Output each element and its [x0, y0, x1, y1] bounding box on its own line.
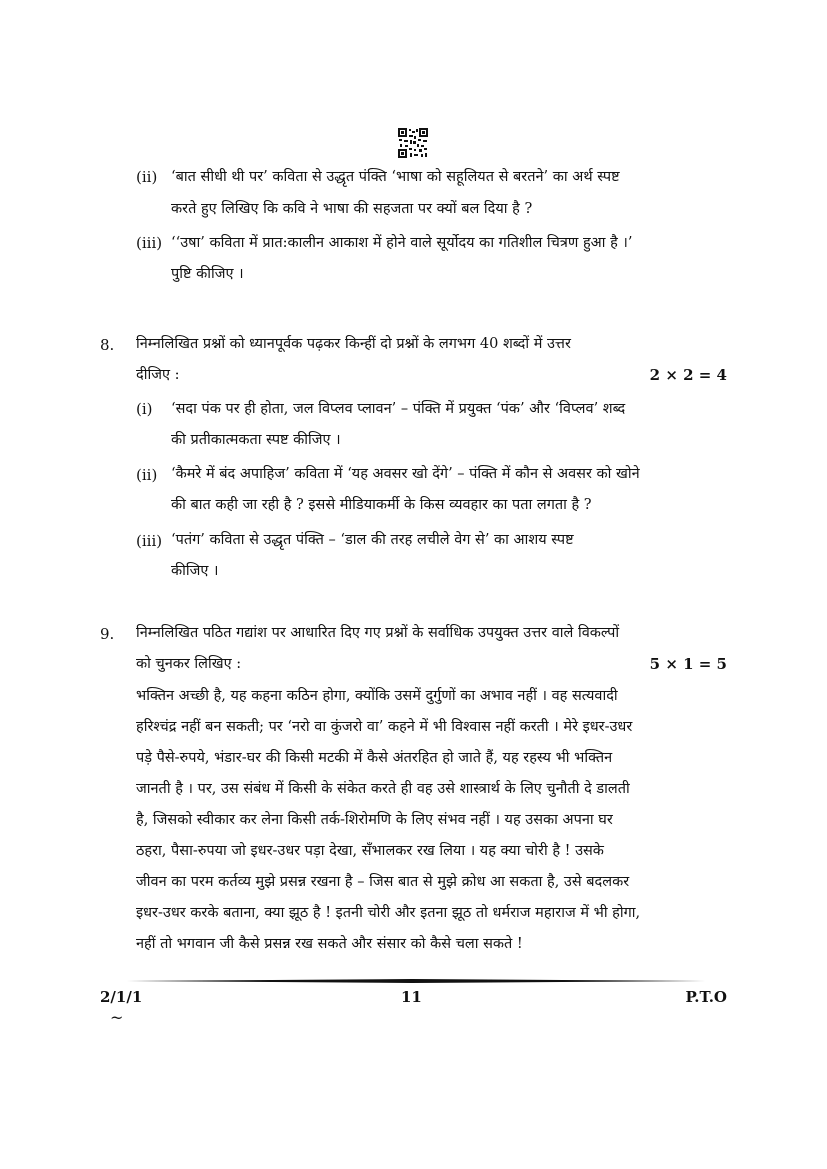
q7-iii-number: (iii) — [136, 234, 163, 252]
q7-iii-line-2: पुष्टि कीजिए । — [171, 266, 244, 282]
q9-passage-line: भक्तिन अच्छी है, यह कहना कठिन होगा, क्योंकि उसमें दुर्गुणों का अभाव नहीं । वह सत्यवादी — [136, 688, 618, 704]
q8-i-line-2: की प्रतीकात्मकता स्पष्ट कीजिए । — [171, 432, 341, 448]
q8-number: 8. — [100, 336, 115, 354]
q9-line-2: को चुनकर लिखिए : — [136, 656, 242, 672]
q8-ii-line-1: ‘कैमरे में बंद अपाहिज’ कविता में ‘यह अवसर खो देंगे’ – पंक्ति में कौन से अवसर को खोने — [171, 466, 640, 482]
q8-iii-line-1: ‘पतंग’ कविता से उद्धृत पंक्ति – ‘डाल की तरह लचीले वेग से’ का आशय स्पष्ट — [171, 532, 574, 548]
q9-passage-line: ठहरा, पैसा-रुपया जो इधर-उधर पड़ा देखा, सँभालकर रख लिया । यह क्या चोरी है ! उसके — [136, 843, 604, 859]
q8-iii-number: (iii) — [136, 532, 163, 550]
q9-passage-line: नहीं तो भगवान जी कैसे प्रसन्न रख सकते और संसार को कैसे चला सकते ! — [136, 936, 523, 952]
q9-passage-line: पड़े पैसे-रुपये, भंडार-घर की किसी मटकी में कैसे अंतरहित हो जाते हैं, यह रहस्य भी भक्तिन — [136, 750, 613, 766]
q8-i-number: (i) — [136, 400, 153, 418]
pto-label: P.T.O — [685, 988, 727, 1006]
q8-line-1: निम्नलिखित प्रश्नों को ध्यानपूर्वक पढ़कर किन्हीं दो प्रश्नों के लगभग 40 शब्दों में उत्तर — [136, 336, 571, 352]
q9-marks: 5 × 1 = 5 — [649, 655, 727, 673]
q7-ii-line-2: करते हुए लिखिए कि कवि ने भाषा की सहजता पर क्यों बल दिया है ? — [171, 201, 533, 217]
q7-ii-line-1: ‘बात सीधी थी पर’ कविता से उद्धृत पंक्ति ‘भाषा को सहूलियत से बरतने’ का अर्थ स्पष्ट — [171, 169, 620, 185]
q9-passage-line: जीवन का परम कर्तव्य मुझे प्रसन्न रखना है – जिस बात से मुझे क्रोध आ सकता है, उसे बदलकर — [136, 874, 630, 890]
q8-ii-number: (ii) — [136, 466, 158, 484]
page-number: 11 — [401, 988, 422, 1006]
q9-line-1: निम्नलिखित पठित गद्यांश पर आधारित दिए गए प्रश्नों के सर्वाधिक उपयुक्त उत्तर वाले विकल्पों — [136, 625, 620, 641]
q9-passage-line: हरिश्चंद्र नहीं बन सकती; पर ‘नरो वा कुंजरो वा’ कहने में भी विश्वास नहीं करती । मेरे इधर-उधर — [136, 719, 633, 735]
paper-code: 2/1/1 — [100, 988, 143, 1006]
q8-line-2: दीजिए : — [136, 367, 180, 383]
q9-number: 9. — [100, 625, 115, 643]
q9-passage-line: है, जिसको स्वीकार कर लेना किसी तर्क-शिरोमणि के लिए संभव नहीं । यह उसका अपना घर — [136, 812, 613, 828]
q9-passage-line: इधर-उधर करके बताना, क्या झूठ है ! इतनी चोरी और इतना झूठ तो धर्मराज महाराज में भी होगा, — [136, 905, 641, 921]
qr-code-icon — [397, 127, 429, 159]
q7-ii-number: (ii) — [136, 168, 158, 186]
footer-divider — [120, 979, 705, 983]
q9-passage-line: जानती है । पर, उस संबंध में किसी के संकेत करते ही वह उसे शास्त्रार्थ के लिए चुनौती दे डालती — [136, 781, 630, 797]
q8-marks: 2 × 2 = 4 — [649, 366, 727, 384]
q8-ii-line-2: की बात कही जा रही है ? इससे मीडियाकर्मी के किस व्यवहार का पता लगता है ? — [171, 497, 592, 513]
tilde-mark: ~ — [110, 1008, 124, 1027]
q8-i-line-1: ‘सदा पंक पर ही होता, जल विप्लव प्लावन’ – पंक्ति में प्रयुक्त ‘पंक’ और ‘विप्लव’ शब्द — [171, 401, 626, 417]
q8-iii-line-2: कीजिए । — [171, 563, 219, 579]
q7-iii-line-1: ‘‘उषा’ कविता में प्रात:कालीन आकाश में होने वाले सूर्योदय का गतिशील चित्रण हुआ है ।’ — [171, 235, 633, 251]
